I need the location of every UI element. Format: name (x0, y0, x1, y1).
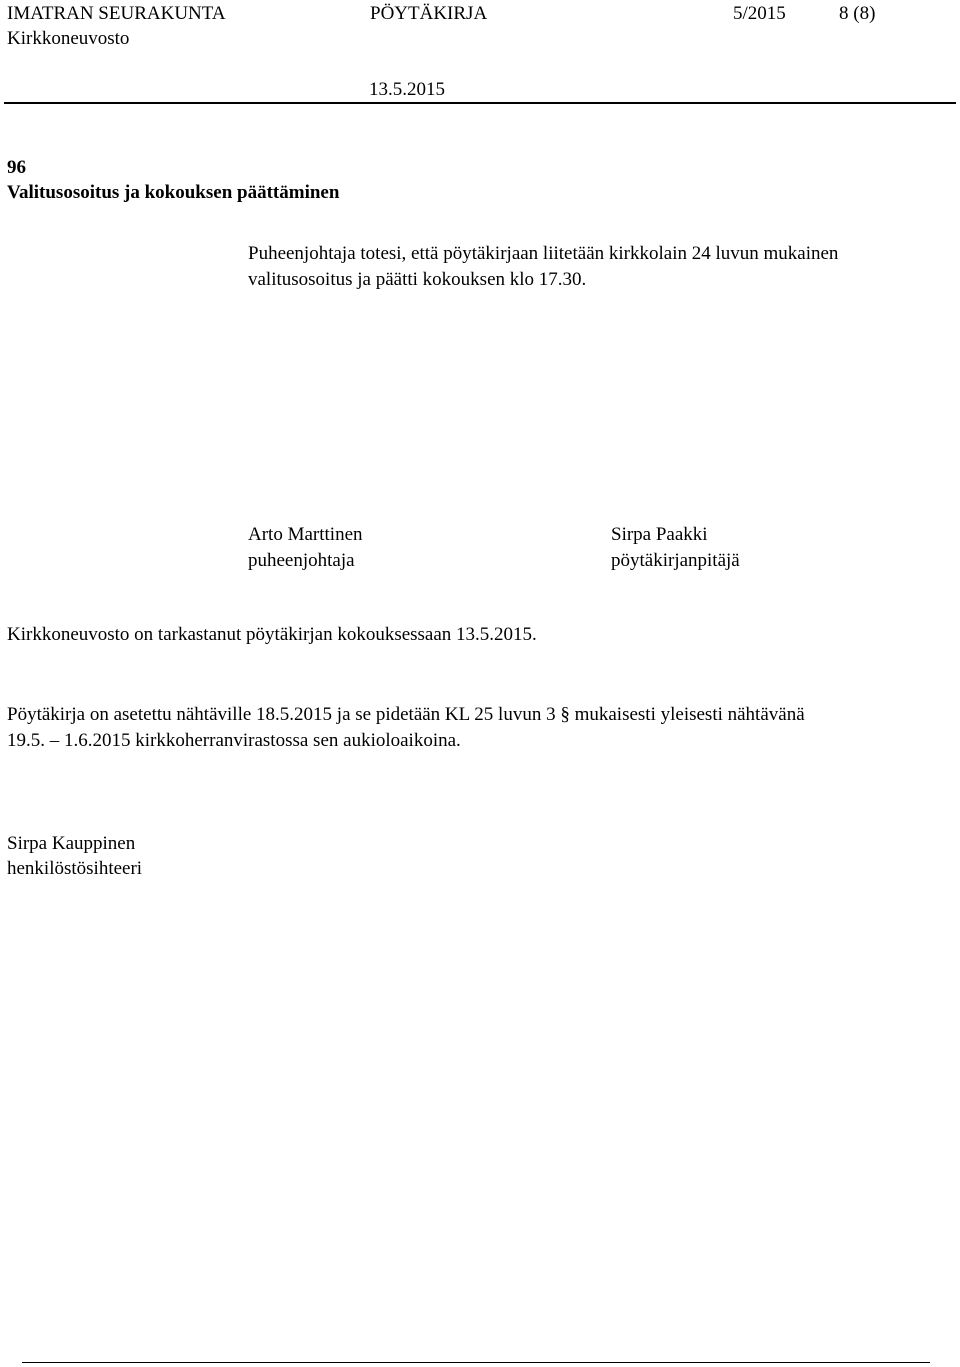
public-display-line: 19.5. – 1.6.2015 kirkkoherranvirastossa sen aukioloaikoina. (7, 730, 461, 751)
chair-role: puheenjohtaja (248, 550, 355, 571)
chair-name: Arto Marttinen (248, 524, 363, 545)
notary-role: henkilöstösihteeri (7, 858, 143, 879)
section-title: Valitusosoitus ja kokouksen päättäminen (7, 182, 340, 203)
secretary-name: Sirpa Paakki (611, 524, 708, 545)
section-number: 96 (7, 157, 26, 178)
secretary-role: pöytäkirjanpitäjä (611, 550, 740, 571)
document-number: 5/2015 (733, 3, 786, 24)
meeting-date: 13.5.2015 (369, 79, 445, 100)
page-number: 8 (8) (839, 3, 876, 24)
decision-text-line: Puheenjohtaja totesi, että pöytäkirjaan liitetään kirkkolain 24 luvun mukainen (248, 243, 839, 264)
decision-text-line: valitusosoitus ja päätti kokouksen klo 17.30. (248, 269, 587, 290)
review-note: Kirkkoneuvosto on tarkastanut pöytäkirjan kokouksessaan 13.5.2015. (7, 624, 537, 645)
document-type: PÖYTÄKIRJA (370, 3, 488, 24)
header-divider (4, 102, 956, 104)
notary-name: Sirpa Kauppinen (7, 833, 136, 854)
public-display-line: Pöytäkirja on asetettu nähtäville 18.5.2015 ja se pidetään KL 25 luvun 3 § mukaisesti yleisesti nähtävänä (7, 704, 805, 725)
organization-name: IMATRAN SEURAKUNTA (7, 3, 226, 24)
governing-body: Kirkkoneuvosto (7, 28, 130, 49)
footer-divider (22, 1362, 930, 1363)
